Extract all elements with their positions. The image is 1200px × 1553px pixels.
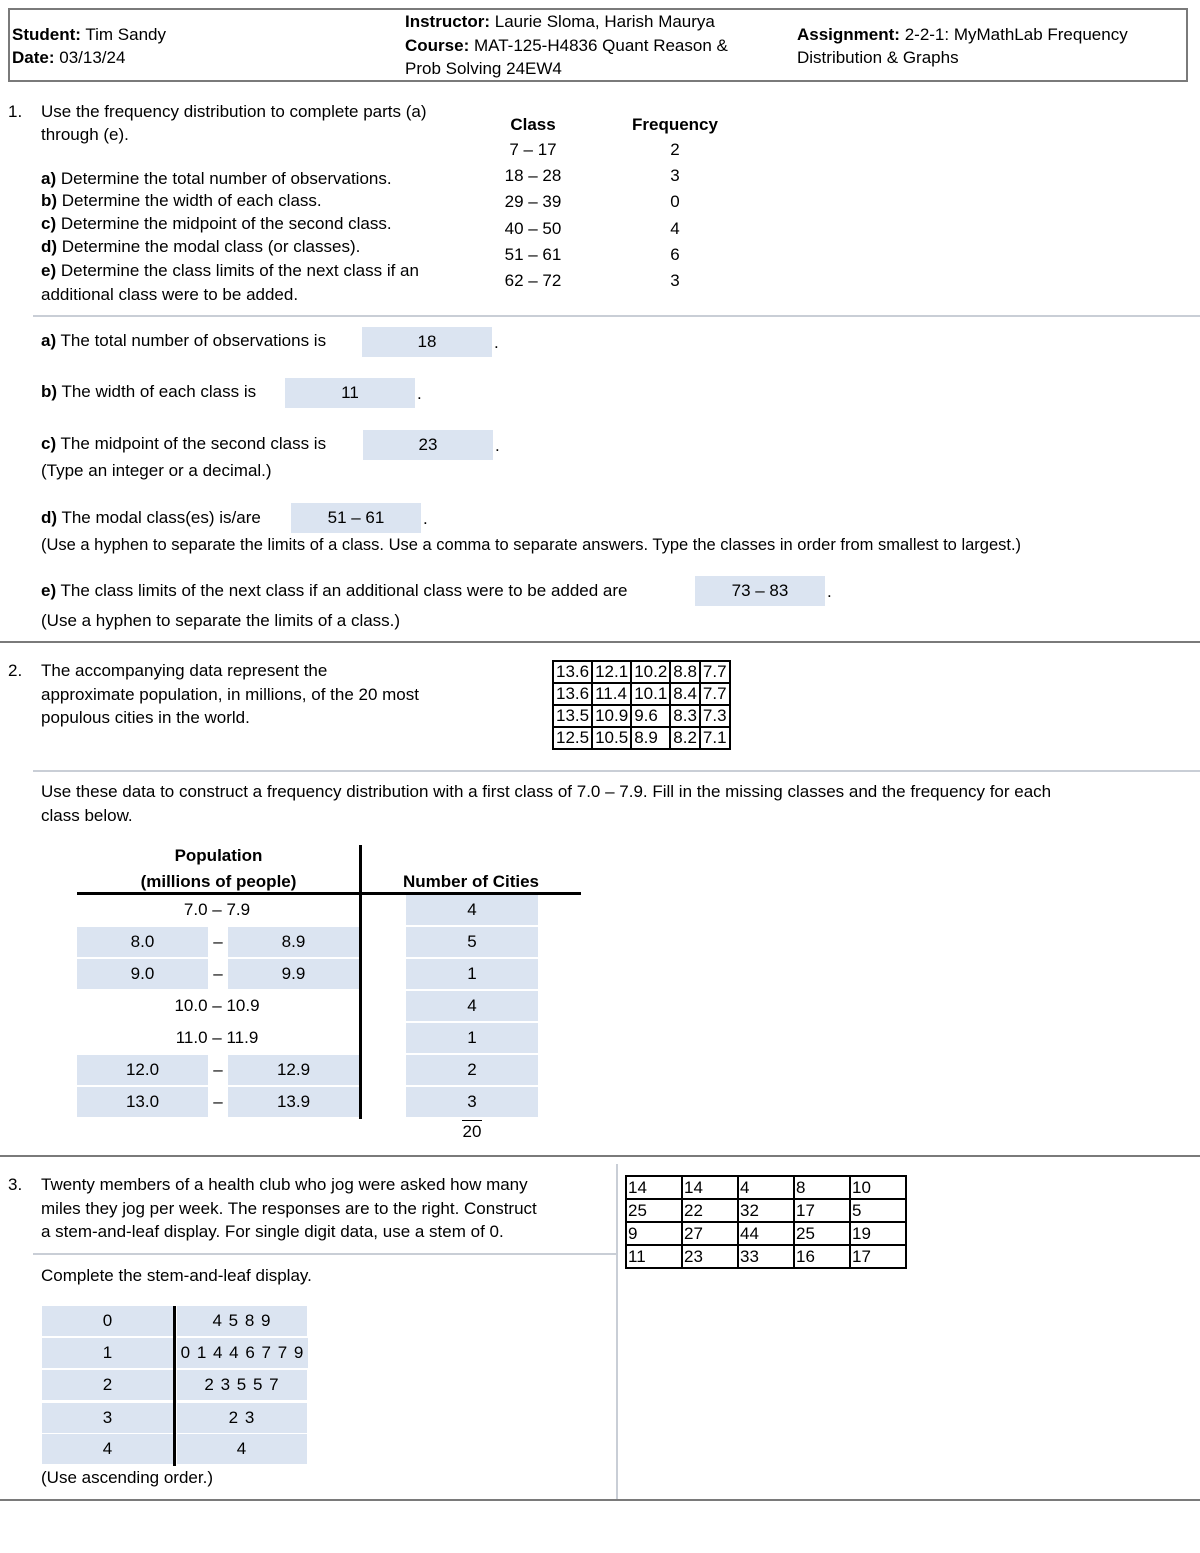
data-cell: 22	[682, 1199, 738, 1222]
class-cell: 18 – 28	[504, 166, 562, 185]
answer-b-field[interactable]: 11	[285, 378, 415, 408]
stem-field[interactable]: 0	[42, 1306, 173, 1336]
total-count: 20	[462, 1122, 482, 1141]
answer-c-field[interactable]: 23	[363, 430, 493, 460]
count-field[interactable]: 4	[406, 991, 538, 1021]
dash: –	[213, 1060, 223, 1079]
class-cell: 62 – 72	[504, 271, 562, 290]
answer-b-text: b) The width of each class is	[41, 382, 257, 401]
q1-part-e-cont: additional class were to be added.	[41, 285, 299, 304]
leaves-field[interactable]: 4 5 8 9	[177, 1306, 307, 1336]
frequency-cell: 3	[670, 271, 680, 290]
leaves-field[interactable]: 0 1 4 4 6 7 7 9	[177, 1338, 308, 1368]
q2-intro-1: The accompanying data represent the	[41, 661, 328, 680]
class-fixed: 7.0 – 7.9	[183, 900, 251, 919]
answer-e-text: e) The class limits of the next class if an additional class were to be added are	[41, 581, 628, 600]
assignment-header	[8, 8, 1188, 82]
count-field[interactable]: 4	[406, 895, 538, 925]
data-cell: 13.6	[553, 661, 592, 683]
class-header: Class	[510, 115, 556, 134]
population-header-2: (millions of people)	[140, 872, 297, 891]
data-cell: 8	[794, 1176, 850, 1199]
frequency-cell: 2	[670, 140, 680, 159]
class-cell: 29 – 39	[504, 192, 562, 211]
data-cell: 17	[794, 1199, 850, 1222]
miles-data-table	[625, 1175, 907, 1269]
answer-e-field[interactable]: 73 – 83	[695, 576, 825, 606]
period: .	[495, 436, 500, 455]
count-field[interactable]: 5	[406, 927, 538, 957]
answer-d-text: d) The modal class(es) is/are	[41, 508, 261, 527]
frequency-header: Frequency	[632, 115, 718, 134]
q3-intro-2: miles they jog per week. The responses are to the right. Construct	[41, 1199, 537, 1218]
dash: –	[213, 964, 223, 983]
data-cell: 7.1	[700, 727, 730, 749]
count-field[interactable]: 3	[406, 1087, 538, 1117]
q2-instruction-1: Use these data to construct a frequency distribution with a first class of 7.0 – 7.9. Fill in the missing classes and the frequency for each	[41, 782, 1052, 801]
period: .	[417, 384, 422, 403]
frequency-cell: 0	[670, 192, 680, 211]
data-cell: 10.1	[631, 683, 670, 705]
data-cell: 16	[794, 1245, 850, 1268]
class-high-field[interactable]: 9.9	[228, 959, 359, 989]
data-cell: 9.6	[631, 705, 670, 727]
data-cell: 10.2	[631, 661, 670, 683]
data-cell: 5	[850, 1199, 906, 1222]
data-cell: 13.5	[553, 705, 592, 727]
q3-complete-text: Complete the stem-and-leaf display.	[41, 1266, 312, 1285]
q1-part-c: c) Determine the midpoint of the second class.	[41, 214, 392, 233]
data-cell: 4	[738, 1176, 794, 1199]
stem-field[interactable]: 4	[42, 1434, 173, 1464]
count-field[interactable]: 1	[406, 959, 538, 989]
class-low-field[interactable]: 12.0	[77, 1055, 208, 1085]
class-low-field[interactable]: 13.0	[77, 1087, 208, 1117]
class-fixed: 10.0 – 10.9	[174, 996, 260, 1015]
q1-part-d: d) Determine the modal class (or classes).	[41, 237, 361, 256]
date-line: Date: 03/13/24	[12, 48, 126, 67]
data-cell: 14	[682, 1176, 738, 1199]
class-cell: 7 – 17	[509, 140, 557, 159]
class-cell: 40 – 50	[504, 219, 562, 238]
total-overline	[462, 1120, 482, 1121]
data-cell: 14	[626, 1176, 682, 1199]
student-name: Tim Sandy	[85, 25, 166, 44]
stem-field[interactable]: 2	[42, 1370, 173, 1400]
class-fixed: 11.0 – 11.9	[175, 1028, 259, 1047]
data-cell: 13.6	[553, 683, 592, 705]
data-cell: 8.3	[670, 705, 700, 727]
column-rule	[359, 845, 362, 1119]
question-separator	[0, 1155, 1200, 1157]
data-cell: 7.7	[700, 683, 730, 705]
table-row	[553, 661, 730, 683]
data-cell: 25	[626, 1199, 682, 1222]
instructor-line: Instructor: Laurie Sloma, Harish Maurya	[405, 12, 715, 31]
data-cell: 10.9	[592, 705, 631, 727]
count-field[interactable]: 1	[406, 1023, 538, 1053]
table-row	[626, 1176, 906, 1199]
data-cell: 27	[682, 1222, 738, 1245]
q2-intro-2: approximate population, in millions, of the 20 most	[41, 685, 419, 704]
answer-a-field[interactable]: 18	[362, 327, 492, 357]
data-cell: 8.8	[670, 661, 700, 683]
divider	[33, 770, 1200, 772]
data-cell: 33	[738, 1245, 794, 1268]
leaves-field[interactable]: 2 3 5 5 7	[177, 1370, 307, 1400]
frequency-cell: 4	[670, 219, 680, 238]
table-row	[626, 1199, 906, 1222]
frequency-cell: 6	[670, 245, 680, 264]
question-separator	[0, 1499, 1200, 1501]
date-value: 03/13/24	[59, 48, 126, 67]
question-separator	[0, 641, 1200, 643]
question-number: 1.	[8, 102, 23, 121]
stem-field[interactable]: 1	[42, 1338, 173, 1368]
course-line-2: Prob Solving 24EW4	[405, 59, 562, 78]
table-row	[626, 1245, 906, 1268]
table-row	[626, 1222, 906, 1245]
data-cell: 8.4	[670, 683, 700, 705]
q2-instruction-2: class below.	[41, 806, 133, 825]
q2-intro-3: populous cities in the world.	[41, 708, 250, 727]
leaves-field[interactable]: 2 3	[177, 1403, 307, 1433]
population-data-table	[552, 660, 731, 750]
data-cell: 23	[682, 1245, 738, 1268]
data-cell: 7.3	[700, 705, 730, 727]
course-line: Course: MAT-125-H4836 Quant Reason &	[405, 36, 728, 55]
class-cell: 51 – 61	[504, 245, 562, 264]
q1-part-a: a) Determine the total number of observations.	[41, 169, 392, 188]
class-high-field[interactable]: 13.9	[228, 1087, 359, 1117]
data-cell: 8.9	[631, 727, 670, 749]
data-cell: 10.5	[592, 727, 631, 749]
answer-d-hint: (Use a hyphen to separate the limits of a class. Use a comma to separate answers. Type the classes in order from smallest to largest.)	[41, 536, 1022, 554]
q1-intro-1: Use the frequency distribution to complete parts (a)	[41, 102, 427, 121]
dash: –	[213, 1092, 223, 1111]
q3-intro-1: Twenty members of a health club who jog were asked how many	[41, 1175, 528, 1194]
assignment-line-2: Distribution & Graphs	[797, 48, 959, 67]
question-number: 2.	[8, 661, 23, 680]
data-cell: 10	[850, 1176, 906, 1199]
period: .	[827, 582, 832, 601]
data-cell: 12.5	[553, 727, 592, 749]
answer-a-text: a) The total number of observations is	[41, 331, 327, 350]
stem-rule	[173, 1306, 176, 1466]
q1-part-b: b) Determine the width of each class.	[41, 191, 322, 210]
assignment-line: Assignment: 2-2-1: MyMathLab Frequency	[797, 25, 1128, 44]
data-cell: 11	[626, 1245, 682, 1268]
count-field[interactable]: 2	[406, 1055, 538, 1085]
q3-intro-3: a stem-and-leaf display. For single digit data, use a stem of 0.	[41, 1222, 504, 1241]
divider	[33, 1253, 616, 1255]
student-line: Student: Tim Sandy	[12, 25, 166, 44]
data-cell: 19	[850, 1222, 906, 1245]
class-low-field[interactable]: 9.0	[77, 959, 208, 989]
question-number: 3.	[8, 1175, 23, 1194]
stem-field[interactable]: 3	[42, 1403, 173, 1433]
frequency-cell: 3	[670, 166, 680, 185]
column-divider	[616, 1164, 618, 1500]
class-high-field[interactable]: 8.9	[228, 927, 359, 957]
data-cell: 8.2	[670, 727, 700, 749]
table-row	[553, 705, 730, 727]
data-cell: 7.7	[700, 661, 730, 683]
data-cell: 11.4	[592, 683, 631, 705]
table-row	[553, 683, 730, 705]
divider	[33, 315, 1200, 317]
data-cell: 17	[850, 1245, 906, 1268]
answer-c-hint: (Type an integer or a decimal.)	[41, 461, 272, 480]
class-high-field[interactable]: 12.9	[228, 1055, 359, 1085]
data-cell: 9	[626, 1222, 682, 1245]
data-cell: 25	[794, 1222, 850, 1245]
leaves-field[interactable]: 4	[177, 1434, 307, 1464]
population-header: Population	[174, 846, 263, 865]
data-cell: 32	[738, 1199, 794, 1222]
period: .	[494, 333, 499, 352]
q3-hint: (Use ascending order.)	[41, 1468, 213, 1487]
answer-d-field[interactable]: 51 – 61	[291, 503, 421, 533]
dash: –	[213, 932, 223, 951]
count-header: Number of Cities	[402, 872, 540, 891]
answer-c-text: c) The midpoint of the second class is	[41, 434, 327, 453]
table-row	[553, 727, 730, 749]
data-cell: 44	[738, 1222, 794, 1245]
answer-e-hint: (Use a hyphen to separate the limits of a class.)	[41, 611, 401, 630]
q1-intro-2: through (e).	[41, 125, 129, 144]
q1-part-e: e) Determine the class limits of the next class if an	[41, 261, 419, 280]
period: .	[423, 509, 428, 528]
class-low-field[interactable]: 8.0	[77, 927, 208, 957]
data-cell: 12.1	[592, 661, 631, 683]
